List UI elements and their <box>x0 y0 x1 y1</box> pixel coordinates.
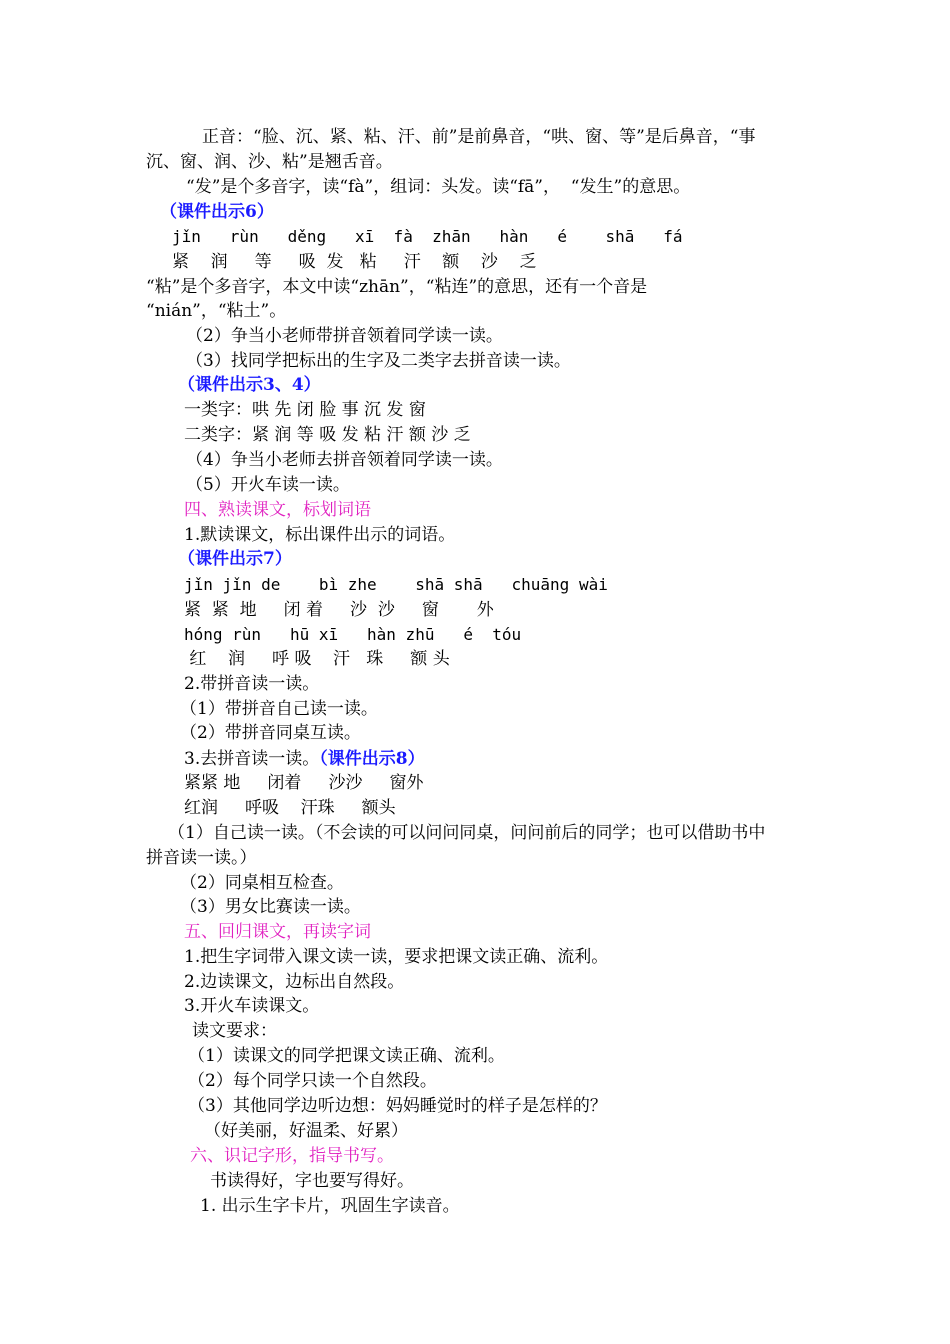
text-segment: 3.去拼音读一读。 <box>184 749 320 769</box>
text-line: （2）每个同学只读一个自然段。 <box>188 1071 437 1091</box>
text-line: （2）争当小老师带拼音领着同学读一读。 <box>186 326 503 346</box>
hanzi-row: 紧 紧 地 闭 着 沙 沙 窗 外 <box>184 600 494 620</box>
hanzi-row: 紧 润 等 吸 发 粘 汗 额 沙 乏 <box>172 252 537 272</box>
text-line: （4）争当小老师去拼音领着同学读一读。 <box>186 450 503 470</box>
hanzi-row: 红 润 呼 吸 汗 珠 额 头 <box>184 649 450 669</box>
text-line: 2.边读课文，边标出自然段。 <box>184 972 405 992</box>
section-heading: 六、识记字形，指导书写。 <box>190 1146 394 1166</box>
courseware-heading: （课件出示7） <box>178 549 292 569</box>
text-line: 1.默读课文，标出课件出示的词语。 <box>184 525 456 545</box>
text-line: （3）其他同学边听边想：妈妈睡觉时的样子是怎样的？ <box>188 1096 607 1116</box>
text-line: 读文要求： <box>192 1021 277 1041</box>
pinyin-row: hóng rùn hū xī hàn zhū é tóu <box>184 625 522 644</box>
text-line: 一类字：哄 先 闭 脸 事 沉 发 窗 <box>184 400 426 420</box>
section-heading: 四、熟读课文，标划词语 <box>184 500 371 520</box>
text-line: 紧紧 地 闭着 沙沙 窗外 <box>184 773 424 793</box>
text-line: （好美丽，好温柔、好累） <box>204 1121 408 1141</box>
text-line: （5）开火车读一读。 <box>186 475 350 495</box>
text-line: （2）同桌相互检查。 <box>180 873 344 893</box>
text-line: “nián”，“粘土”。 <box>146 301 287 321</box>
text-line: 1.把生字词带入课文读一读，要求把课文读正确、流利。 <box>184 947 609 967</box>
text-line: （2）带拼音同桌互读。 <box>180 723 361 743</box>
section-heading: 五、回归课文，再读字词 <box>184 922 371 942</box>
text-line: 拼音读一读。） <box>146 848 257 868</box>
text-line: 2.带拼音读一读。 <box>184 674 320 694</box>
text-line: 红润 呼吸 汗珠 额头 <box>184 798 396 818</box>
text-line: （1）读课文的同学把课文读正确、流利。 <box>188 1046 505 1066</box>
courseware-heading: （课件出示8） <box>319 749 425 769</box>
text-line: 沉、窗、润、沙、粘”是翘舌音。 <box>146 152 393 172</box>
text-line: 正音：“脸、沉、紧、粘、汗、前”是前鼻音，“哄、窗、等”是后鼻音，“事 <box>202 127 756 147</box>
courseware-heading: （课件出示3、4） <box>178 375 321 395</box>
courseware-heading: （课件出示6） <box>160 202 274 222</box>
pinyin-row: jǐn jǐn de bì zhe shā shā chuāng wài <box>184 575 608 594</box>
text-line: （1）带拼音自己读一读。 <box>180 699 378 719</box>
text-line: 二类字：紧 润 等 吸 发 粘 汗 额 沙 乏 <box>184 425 471 445</box>
text-line: （3）男女比赛读一读。 <box>180 897 361 917</box>
text-line: “发”是个多音字，读“fà”，组词：头发。读“fā”， “发生”的意思。 <box>186 177 691 197</box>
text-line: 书读得好，字也要写得好。 <box>210 1171 414 1191</box>
text-line <box>184 748 425 770</box>
text-line: 1. 出示生字卡片，巩固生字读音。 <box>200 1196 460 1216</box>
text-line: （1）自己读一读。（不会读的可以问问同桌，问问前后的同学；也可以借助书中 <box>168 823 766 843</box>
text-line: “粘”是个多音字，本文中读“zhān”，“粘连”的意思，还有一个音是 <box>146 277 648 297</box>
text-line: （3）找同学把标出的生字及二类字去拼音读一读。 <box>186 351 571 371</box>
pinyin-row: jǐn rùn děng xī fà zhān hàn é shā fá <box>172 227 683 246</box>
text-line: 3.开火车读课文。 <box>184 996 320 1016</box>
